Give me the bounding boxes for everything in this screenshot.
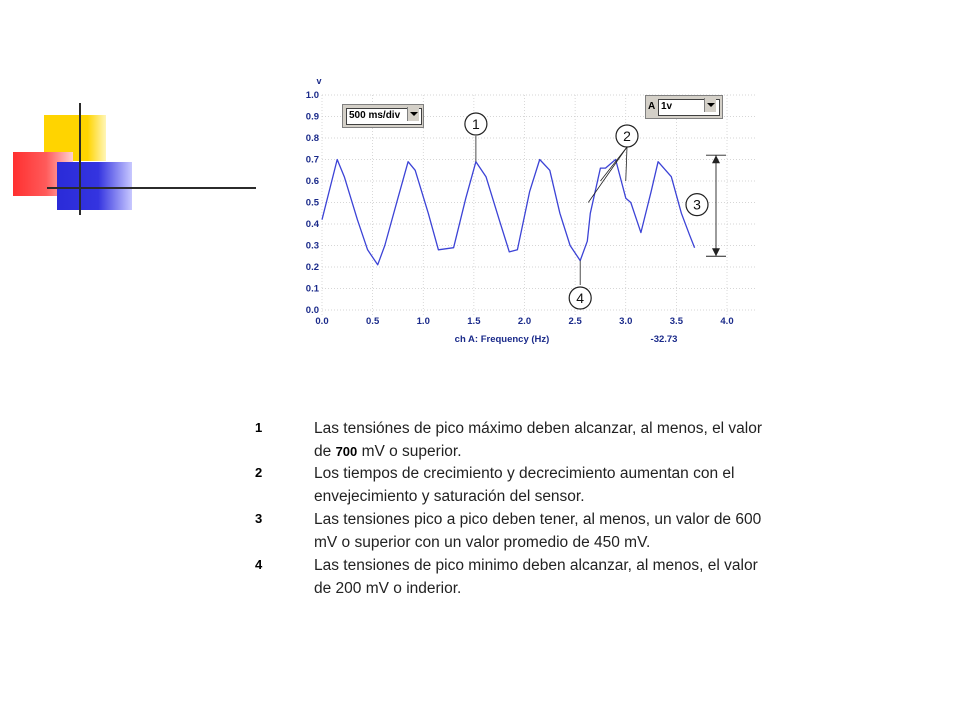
readout-value: -32.73 — [650, 334, 678, 345]
note-number: 3 — [255, 511, 263, 526]
y-tick-label: 0.0 — [305, 305, 319, 316]
x-axis-label: ch A: Frequency (Hz) — [454, 334, 550, 345]
note-text: Las tensiones de pico minimo deben alcanzar, al menos, el valor de 200 mV o inderior. — [314, 557, 758, 597]
x-tick-label: 1.0 — [416, 316, 430, 327]
y-tick-label: 0.7 — [305, 154, 319, 166]
logo-horizontal-line — [47, 187, 256, 189]
x-tick-label: 4.0 — [720, 316, 734, 327]
arrow-down-icon — [712, 248, 720, 256]
y-tick-label: 0.1 — [305, 283, 319, 295]
y-tick-label: 0.2 — [305, 262, 319, 273]
note-text: Los tiempos de crecimiento y decrecimiento aumentan con el envejecimiento y saturación del sensor. — [314, 465, 735, 505]
callout-1-label: 1 — [472, 116, 480, 132]
note-text: Las tensiones pico a pico deben tener, al menos, un valor de 600 mV o superior con un valor promedio de 450 mV. — [314, 511, 762, 551]
y-tick-label: 0.3 — [305, 240, 319, 252]
x-tick-label: 3.0 — [619, 316, 633, 327]
logo-blue-square — [57, 162, 132, 210]
x-tick-label: 0.5 — [366, 316, 380, 327]
highlight-value: 700 — [335, 444, 358, 459]
note-text: Las tensiónes de pico máximo deben alcanzar, al menos, el valor de 700 mV o superior. — [314, 420, 763, 460]
x-tick-label: 2.5 — [568, 316, 582, 327]
y-tick-label: 0.5 — [305, 197, 319, 209]
range-value: 1v — [658, 99, 720, 116]
y-tick-label: 0.8 — [305, 133, 319, 144]
timebase-selector[interactable] — [342, 104, 424, 128]
y-tick-label: 1.0 — [305, 90, 319, 101]
x-tick-label: 3.5 — [669, 316, 683, 327]
signal-trace — [322, 160, 695, 265]
chevron-down-icon[interactable] — [407, 107, 419, 121]
callout-2-leader — [588, 147, 627, 203]
range-selector[interactable] — [645, 95, 723, 119]
callout-3-label: 3 — [693, 196, 701, 213]
callout-2-leader — [600, 147, 627, 181]
y-unit-label: v — [316, 76, 322, 86]
y-tick-label: 0.9 — [305, 111, 319, 123]
range-channel-label: A — [648, 101, 656, 112]
x-tick-label: 2.0 — [517, 316, 532, 327]
timebase-value: 500 ms/div — [346, 108, 422, 125]
chevron-down-icon[interactable] — [704, 98, 716, 112]
y-tick-label: 0.6 — [305, 176, 319, 187]
note-number: 1 — [255, 420, 263, 435]
logo-vertical-line — [79, 103, 81, 215]
x-tick-label: 0.0 — [315, 316, 329, 327]
callout-2-label: 2 — [623, 128, 631, 144]
x-tick-label: 1.5 — [467, 316, 481, 327]
y-tick-label: 0.4 — [305, 219, 319, 230]
note-number: 4 — [255, 557, 263, 572]
callout-4-label: 4 — [576, 290, 585, 306]
note-number: 2 — [255, 465, 263, 480]
